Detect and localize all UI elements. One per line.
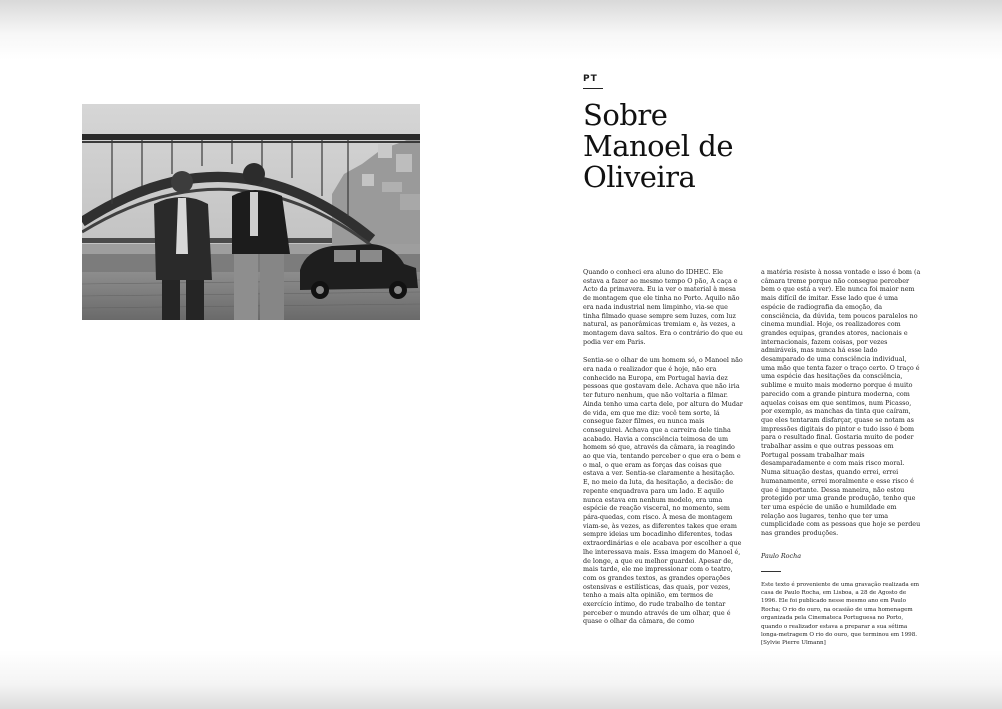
text-column-1 — [583, 268, 743, 636]
body-paragraph: a matéria resiste à nossa vontade e isso é bom (a câmara treme porque não consegue perceber bem o que está a ver). Ele nunca foi maior nem mais difícil de imitar. Esse lado que é uma espécie de radiografia da emoção, da consciência, da dúvida, tem poucos paralelos no cinema mundial. Hoje, os realizadores com grandes equipas, grandes atores, nacionais e internacionais, fazem coisas, por vezes admiráveis, mas nunca há esse lado desamparado de uma consciência individual, uma mão que tenta fazer o traço certo. O traço é uma espécie das hesitações da consciência, sublime e muito mais moderno porque é muito parecido com a grande pintura moderna, com aquelas coisas em que sentimos, num Picasso, por exemplo, as manchas da tinta que caíram, que eles tentaram disfarçar, quase se notam as impressões digitais do pintor e tudo isso é bom para o resultado final. Gostaria muito de poder trabalhar assim e que outras pessoas em Portugal possam trabalhar mais desamparadamente e com mais risco moral. Numa situação destas, quando errei, errei humanamente, errei moralmente e esse risco é que é importante. Dessa maneira, não estou protegido por uma grande produção, tenho que ter uma espécie de união e humildade em relação aos lugares, tenho que ter uma cumplicidade com as pessoas que hoje se perdeu nas grandes produções. — [761, 268, 921, 538]
author-signature: Paulo Rocha — [761, 551, 802, 560]
language-label: PT — [583, 74, 598, 84]
photograph-icon — [82, 104, 420, 320]
language-divider — [583, 88, 603, 89]
footnote-text: Este texto é proveniente de uma gravação realizada em casa de Paulo Rocha, em Lisboa, a 28 de Agosto de 1996. Ele foi publicado nesse mesmo ano em Paulo Rocha; O rio do ouro, na ocasião de uma homenagem organizada pela Cinemateca Portuguesa no Porto, quando o realizador estava a preparar a sua sétima longa-metragem O rio do ouro, que terminou em 1998. [Sylvie Pierre Ulmann] — [761, 581, 920, 647]
article-title: Sobre Manoel de Oliveira — [583, 98, 734, 194]
text-column-2 — [761, 268, 921, 658]
body-paragraph: Sentia-se o olhar de um homem só, o Manoel não era nada o realizador que é hoje, não era conhecido na Europa, em Portugal havia dez pessoas que gostavam dele. Achava que não iria ter futuro nenhum, que não voltaria a filmar. Ainda tenho uma carta dele, por altura do Mudar de vida, em que me diz: você tem sorte, lá consegue fazer filmes, eu nunca mais conseguirei. Achava que a carreira dele tinha acabado. Havia a consciência teimosa de um homem só que, através da câmara, ia reagindo ao que via, tentando perceber o que era o bem e o mal, o que eram as forças das coisas que estava a ver. Sentia-se claramente a hesitação. E, no meio da luta, da hesitação, a decisão: de repente enquadrava para um lado. E aquilo nunca estava em nenhum modelo, era uma espécie de reação visceral, no momento, sem pára-quedas, com risco. À mesa de montagem viam-se, às vezes, as diferentes takes que eram sempre ideias um bocadinho diferentes, todas extraordinárias e ele acabava por escolher a que lhe interessava mais. Essa imagem do Manoel é, de longe, a que eu melhor guardei. Apesar de, mais tarde, ele me impressionar com o teatro, com os grandes textos, as grandes operações ostensivas e estilísticas, das quais, por vezes, tenho a mais alta opinião, em termos de exercício íntimo, do rude trabalho de tentar perceber o mundo através de um olhar, que é quase o olhar da câmara, de como — [583, 356, 743, 626]
photograph-oliveira-bridge — [82, 104, 420, 320]
body-paragraph: Quando o conheci era aluno do IDHEC. Ele estava a fazer ao mesmo tempo O pão, A caça e Acto da primavera. Eu ia ver o material à mesa de montagem que ele tinha no Porto. Aquilo não era nada industrial nem limpinho, via-se que tinha filmado quase sempre sem luzes, com luz natural, as panorâmicas tremiam e, às vezes, a montagem dava saltos. Era o contrário do que eu podia ver em Paris. — [583, 268, 743, 346]
footnote-divider — [761, 571, 781, 572]
